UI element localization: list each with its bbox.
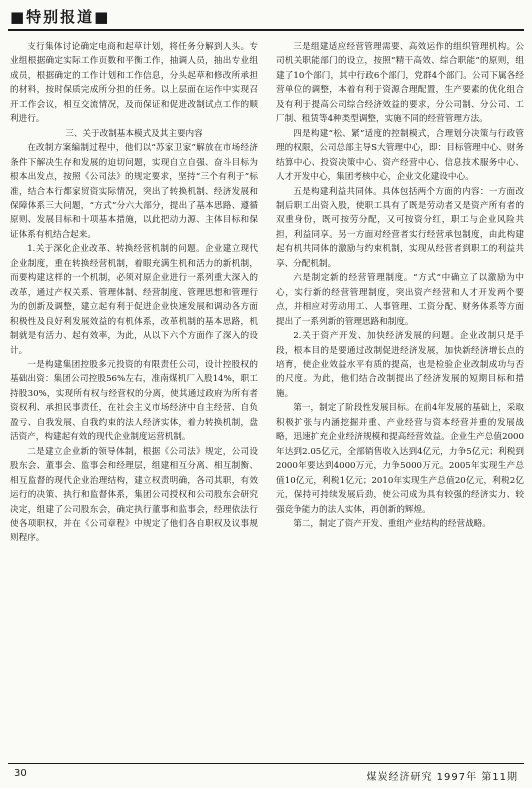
paragraph: 第一，制定了阶段性发展目标。在前4年发展的基础上，采取积极扩张与内涵挖掘并重、产业经营与资本经营并重的发展战略，迅速扩充企业经济规模和提高经营效益。企业生产总值2000年达到2.05亿元，全部销售收入达到4亿元，力争5亿元；利税到2000年要达到4000万元，力争5000万元。2005年实现生产总值10亿元，利税1亿元；2010年实现生产总值20亿元，利税2亿元，保持可持续发展后劲，使公司成为具有较强的经济实力、较强竞争能力的法人实体，再创新的辉煌。 (276, 403, 524, 515)
paragraph: 一是构建集团控股多元投资的有限责任公司，设计控股权的基础出资：集团公司控股56%左右，准南煤机厂入股14%，职工持股30%，实现所有权与经营权的分离，使其通过政府为所有者资权利、承担民事责任，在社会主义市场经济中自主经营、自负盈亏、自我发展、自我约束的法人经济实体，着力转换机制，盘活资产，构建起有效的现代企业制度运营机制。 (10, 359, 258, 443)
page-number: 30 (14, 768, 27, 779)
paragraph: 第二，制定了资产开发、重组产业结构的经营战略。 (293, 518, 491, 529)
header-rule (8, 29, 524, 31)
paragraph: 1.关于深化企业改革、转换经营机制的问题。企业建立现代企业制度，重在转换经营机制，着眼充满生机和活力的新机制，而要构建这样的一个机制，必须对原企业进行一系列重大深入的改革，通过产权关系、管理体制、经营制度、管理思想和管理行为的创新及调整，建立起有利于促进企业快速发展和调动各方面积极性及良好利发展效益的有机体系，改革机制的基本思路，机制就是有活力、起有效率，为此，从以下六个方面作了深入的设计。 (10, 244, 258, 356)
paragraph: 2.关于资产开发、加快经济发展的问题。企业改制只是手段，根本目的是要通过改制促进经济发展，加快新经济增长点的培育，使企业效益水平有质的提高，也是检验企业改制成功与否的尺度。为此，他们结合改制提出了经济发展的短期目标和措施。 (276, 331, 524, 399)
paragraph: 四是构建“松、紧”适度的控制模式，合理划分决策与行政管理的权限，公司总部主导S大管理中心，即：目标管理中心、财务结算中心、投资决策中心、资产经营中心、信息技术服务中心、人才开发中心，集团考核中心，企业文化建设中心。 (276, 128, 524, 183)
paragraph: 五是构建利益共同体。具体包括两个方面的内容：一方面改制后职工出资入股，使职工具有了既是劳动者又是资产所有者的双重身份，既可按劳分配，又可按资分红，职工与企业风险共担，利益同享。另一方面对经营者实行经营承包制度，由此构建起有机共同体的激励与约束机制，实现从经营者到职工的利益共享、分配机制。 (276, 186, 524, 269)
paragraph: 三是组建适应经营管理需要、高效运作的组织管理机构。公司机关职能部门的设立，按照“精干高效、综合职能”的原则，组建了10个部门，其中行政6个部门，党群4个部门。公司下属各经营单位的调整，本着有利于资源合理配置，生产要素的优化组合及有利于提高公司综合经济效益的要求，分公司制、分公司、工厂制、租赁等4种类型调整，实施不同的经营管理方法。 (276, 42, 524, 125)
section-heading: 三、关于改制基本模式及其主要内容 (65, 128, 203, 139)
journal-info: 煤炭经济研究 1997年 第11期 (366, 772, 518, 783)
left-column (10, 40, 258, 760)
footer-rule (8, 763, 524, 764)
paragraph: 二是建立企业新的领导体制，根据《公司法》规定，公司设股东会、董事会、监事会和经理层，组建相互分离、相互制衡、相互监督的现代企业治理结构，建立权责明确，各司其职，有效运行的决策、执行和监督体系，集团公司授权和公司股东会研究决定，组建了公司股东会，确定执行董事和监事会，经理依法行使各项职权，并在《公司章程》中规定了他们各自职权及议事规则程序。 (10, 446, 258, 544)
paragraph: 六是制定新的经营管理制度。“方式”中确立了以激励为中心，实行新的经营管理制度，突出资产经营和人才开发两个要点，并相应对劳动用工、人事管理、工资分配、财务体系等方面提出了一系列新的管理思路和制度。 (276, 273, 524, 327)
paragraph: 支行集体讨论确定电商和起草计划，将任务分解到人头。专业组根据确定实际工作页数和平衡工作，抽调人员，抽出专业组成员，根据确定的工作计划和工作信息，分头起草和修改所承担的材料，按时保质完成所分担的任务。以上层面在运作中实现召开工作会议，相互交流情况，及而保证和促进改制试点工作的顺利进行。 (10, 42, 258, 125)
section-header: ■特别报道■ (10, 8, 111, 26)
paragraph: 在改制方案编制过程中，他们以“苏家卫家”解放在市场经济条件下解决生存和发展的迫切问题，实现自立自强、奋斗目标为根本出发点，按照《公司法》的规定要求，坚持“三个有利于”标准，结合本行都家贸资实际情况，突出了转换机制、经济发展和保障体系三大问题，“方式”分六大部分，提出了基本思路、遵循原则、发展目标和十项基本措施，以此把动力源、主体目标和保证体系有机结合起来。 (10, 143, 258, 240)
right-column (276, 40, 524, 760)
